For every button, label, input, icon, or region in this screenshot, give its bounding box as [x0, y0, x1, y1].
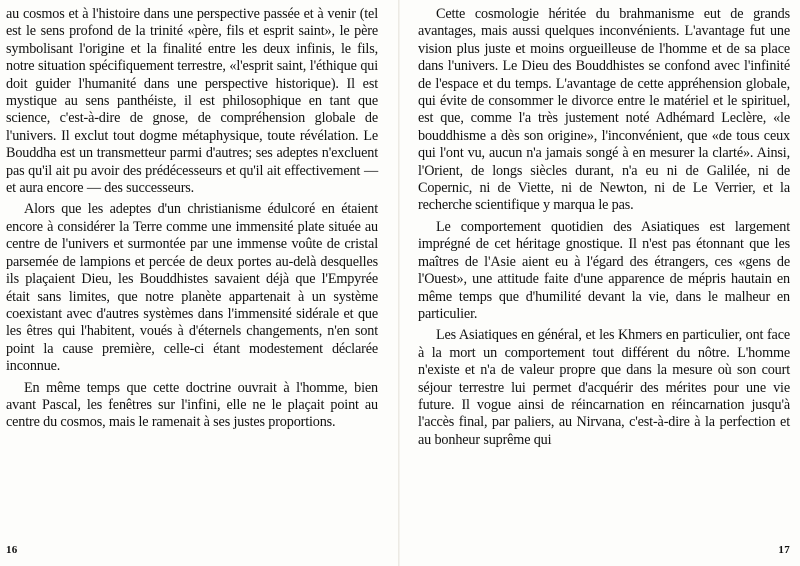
- right-page-number: 17: [778, 544, 790, 556]
- left-page: [6, 6, 378, 560]
- left-paragraph-3: En même temps que cette doctrine ouvrait à l'homme, bien avant Pascal, les fenêtres sur l'infini, elle ne le plaçait point au centre du cosmos, mais le ramenait à ses justes proportions.: [6, 379, 378, 431]
- left-paragraph-1: au cosmos et à l'histoire dans une perspective passée et à venir (tel est le sens profond de la trinité «père, fils et esprit saint», le père symbolisant l'origine et la finalité entre les deux infinis, le fils, notre situation spécifiquement terrestre, «l'esprit saint, l'éthique qui doit guider l'humanité dans une perspective historique). Il est mystique au sens panthéiste, il est philosophique en tant que science, c'est-à-dire de gnose, de compréhension globale de l'univers. Il exclut tout dogme métaphysique, toute révélation. Le Bouddha est un transmetteur parmi d'autres; ses adeptes n'excluent pas qu'il ait pu avoir des prédécesseurs et qu'il ait effectivement — et aura encore — des successeurs.: [6, 6, 378, 197]
- right-paragraph-3: Les Asiatiques en général, et les Khmers en particulier, ont face à la mort un comportement tout différent du nôtre. L'homme n'existe et n'a de valeur propre que dans la mesure où son court séjour terrestre lui permet d'acquérir des mérites pour une vie future. Il vogue ainsi de réincarnation en réincarnation jusqu'à l'accès final, par paliers, au Nirvana, c'est-à-dire à la perfection et au bonheur suprême qui: [418, 327, 790, 448]
- right-page: [418, 6, 790, 560]
- book-gutter: [398, 0, 400, 566]
- right-paragraph-2: Le comportement quotidien des Asiatiques est largement imprégné de cet héritage gnostique. Il n'est pas étonnant que les maîtres de l'Asie aient eu à l'égard des étrangers, ces «gens de l'Ouest», une attitude faite d'une apparence de mépris hautain en même temps que d'humilité devant la vie, dans le malheur en particulier.: [418, 218, 790, 322]
- left-paragraph-2: Alors que les adeptes d'un christianisme édulcoré en étaient encore à considérer la Terre comme une immensité plate située au centre de l'univers et surmontée par une immense voûte de cristal parsemée de lampions et percée de deux portes au-delà desquelles ils plaçaient Dieu, les Bouddhistes savaient déjà que l'Empyrée était sans limites, que notre planète appartenait à un système coexistant avec d'autres systèmes dans l'immensité sidérale et que les êtres qui l'habitent, voués à d'éternels changements, n'en sont point la cause première, celle-ci étant modestement déclarée inconnue.: [6, 201, 378, 375]
- left-page-number: 16: [6, 544, 18, 556]
- right-paragraph-1: Cette cosmologie héritée du brahmanisme eut de grands avantages, mais aussi quelques inconvénients. L'avantage fut une vision plus juste et moins orgueilleuse de l'homme et de sa place dans l'univers. Le Dieu des Bouddhistes se confond avec l'infinité de l'espace et du temps. L'avantage de cette appréhension globale, qui évite de consommer le divorce entre le matériel et le spirituel, est que, comme l'a très justement noté Adhémard Leclère, «le bouddhisme a dès son origine», l'inconvénient, que «de tous ceux qui l'ont vu, aucun n'a jamais songé à en mesurer la clarté». Ainsi, l'Orient, de longs siècles durant, n'a eu ni de Galilée, ni de Copernic, ni de Viette, ni de Newton, ni de Le Verrier, et la recherche scientifique y marqua le pas.: [418, 6, 790, 214]
